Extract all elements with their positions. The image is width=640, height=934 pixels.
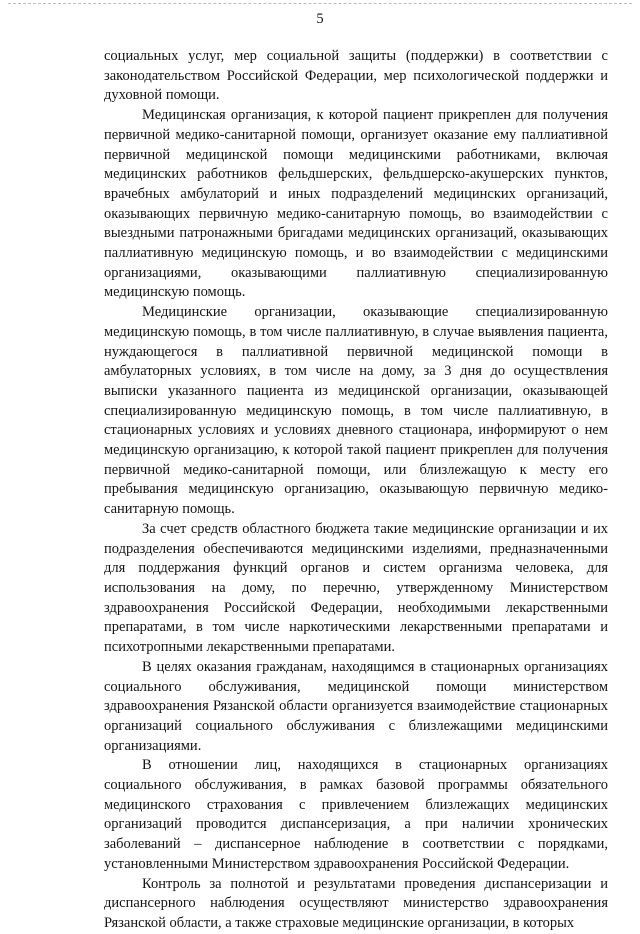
paragraph-dispensary-observation: В отношении лиц, находящихся в стационарных организациях социального обслуживания, в рамках базовой программы обязательного медицинского страхования с привлечением близлежащих медицинских организаций проводится диспансеризация, а при наличии хронических заболеваний – диспансерное наблюдение в соответствии с порядками, установленными Министерством здравоохранения Российской Федерации. bbox=[104, 757, 608, 872]
scan-top-edge bbox=[8, 3, 632, 4]
paragraph-control: Контроль за полнотой и результатами проведения диспансеризации и диспансерного наблюдения осуществляют министерство здравоохранения Рязанской области, а также страховые медицинские организации, в которых bbox=[104, 875, 608, 931]
page-number: 5 bbox=[316, 11, 324, 27]
paragraph-continuation: социальных услуг, мер социальной защиты (поддержки) в соответствии с законодательством Российской Федерации, мер психологической поддержки и духовной помощи. bbox=[104, 48, 608, 104]
paragraph-specialized-care-discharge: Медицинские организации, оказывающие специализированную медицинскую помощь, в том числе паллиативную, в случае выявления пациента, нуждающегося в паллиативной первичной медицинской помощи в амбулаторных условиях, в том числе на дому, за 3 дня до осуществления выписки указанного пациента из медицинской организации, оказывающей специализированную медицинскую помощь, в том числе паллиативную, в стационарных условиях и условиях дневного стационара, информируют о нем медицинскую организацию, к которой такой пациент прикреплен для получения первичной медико-санитарной помощи, или близлежащую к месту его пребывания медицинскую организацию, оказывающую первичную медико-санитарную помощь. bbox=[104, 304, 608, 518]
paragraph-palliative-primary-care: Медицинская организация, к которой пациент прикреплен для получения первичной медико-санитарной помощи, организует оказание ему паллиативной первичной медицинской помощи медицинскими работниками, включая медицинских работников фельдшерских, фельдшерско-акушерских пунктов, врачебных амбулаторий и иных подразделений медицинских организаций, оказывающих первичную медико-санитарную помощь, во взаимодействии с выездными патронажными бригадами медицинских организаций, оказывающих паллиативную медицинскую помощь, и во взаимодействии с медицинскими организациями, оказывающими паллиативную специализированную медицинскую помощь. bbox=[104, 107, 608, 301]
paragraph-social-service-interaction: В целях оказания гражданам, находящимся в стационарных организациях социального обслуживания, медицинской помощи министерством здравоохранения Рязанской области организуется взаимодействие стационарных организаций социального обслуживания с близлежащими медицинскими организациями. bbox=[104, 658, 608, 754]
paragraph-regional-budget-supply: За счет средств областного бюджета такие медицинские организации и их подразделения обеспечиваются медицинскими изделиями, предназначенными для поддержания функций органов и систем организма человека, для использования на дому, по перечню, утвержденному Министерством здравоохранения Российской Федерации, необходимыми лекарственными препаратами, в том числе наркотическими лекарственными препаратами и психотропными лекарственными препаратами. bbox=[104, 520, 608, 656]
document-body bbox=[104, 47, 608, 934]
